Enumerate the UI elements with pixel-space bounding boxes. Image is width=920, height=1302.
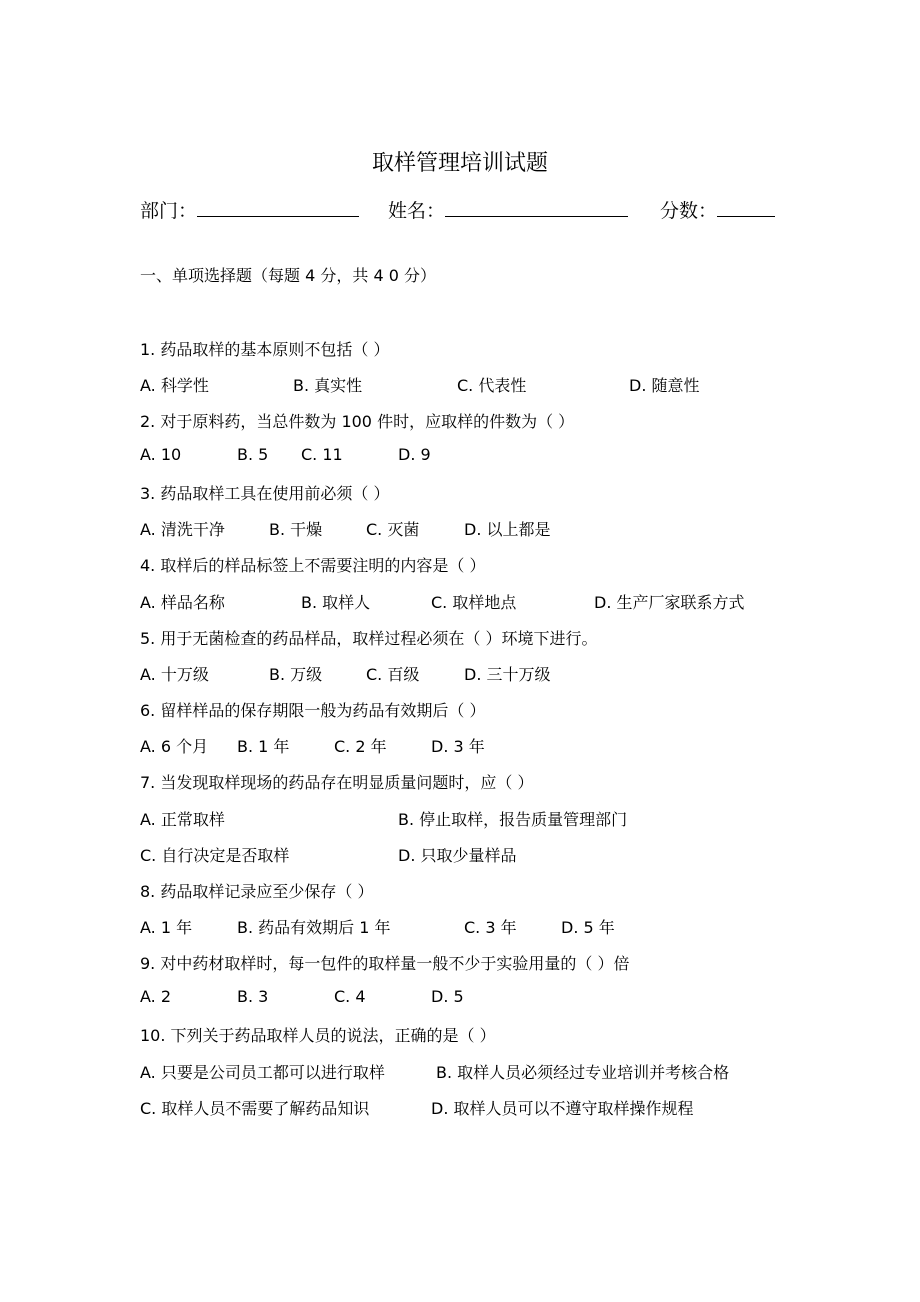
score-label: 分数： — [660, 200, 718, 222]
question-10: 10. 下列关于药品取样人员的说法，正确的是（ ） — [140, 1026, 496, 1045]
q8-option-a[interactable]: A. 1 年 — [140, 918, 193, 937]
q4-option-a[interactable]: A. 样品名称 — [140, 593, 225, 612]
page-title: 取样管理培训试题 — [371, 151, 548, 176]
q7-option-d[interactable]: D. 只取少量样品 — [398, 846, 517, 865]
q2-option-b[interactable]: B. 5 — [237, 445, 269, 464]
dept-blank[interactable] — [197, 198, 359, 217]
q5-option-a[interactable]: A. 十万级 — [140, 665, 209, 684]
q5-option-b[interactable]: B. 万级 — [269, 665, 323, 684]
dept-field — [140, 196, 359, 223]
q8-option-b[interactable]: B. 药品有效期后 1 年 — [237, 918, 391, 937]
q9-option-d[interactable]: D. 5 — [431, 987, 464, 1006]
name-blank[interactable] — [445, 198, 628, 217]
q2-option-d[interactable]: D. 9 — [398, 445, 431, 464]
score-blank[interactable] — [717, 198, 775, 217]
q4-option-c[interactable]: C. 取样地点 — [431, 593, 517, 612]
question-7: 7. 当发现取样现场的药品存在明显质量问题时，应（ ） — [140, 773, 534, 792]
q1-option-d[interactable]: D. 随意性 — [629, 376, 700, 395]
question-5: 5. 用于无菌检查的药品样品，取样过程必须在（ ）环境下进行。 — [140, 629, 598, 648]
q1-option-c[interactable]: C. 代表性 — [457, 376, 527, 395]
q7-option-b[interactable]: B. 停止取样，报告质量管理部门 — [398, 810, 628, 829]
q4-option-d[interactable]: D. 生产厂家联系方式 — [594, 593, 745, 612]
question-3: 3. 药品取样工具在使用前必须（ ） — [140, 484, 390, 503]
q9-option-a[interactable]: A. 2 — [140, 987, 172, 1006]
q10-option-c[interactable]: C. 取样人员不需要了解药品知识 — [140, 1099, 370, 1118]
section-heading: 一、单项选择题（每题 4 分，共 4 0 分） — [140, 266, 436, 285]
q4-option-b[interactable]: B. 取样人 — [301, 593, 371, 612]
score-field — [660, 196, 775, 223]
q1-option-a[interactable]: A. 科学性 — [140, 376, 209, 395]
q9-option-c[interactable]: C. 4 — [334, 987, 366, 1006]
question-6: 6. 留样样品的保存期限一般为药品有效期后（ ） — [140, 701, 486, 720]
question-1: 1. 药品取样的基本原则不包括（ ） — [140, 340, 390, 359]
q10-option-d[interactable]: D. 取样人员可以不遵守取样操作规程 — [431, 1099, 694, 1118]
q8-option-d[interactable]: D. 5 年 — [561, 918, 615, 937]
q6-option-b[interactable]: B. 1 年 — [237, 737, 290, 756]
q6-option-a[interactable]: A. 6 个月 — [140, 737, 209, 756]
question-8: 8. 药品取样记录应至少保存（ ） — [140, 882, 374, 901]
q3-option-d[interactable]: D. 以上都是 — [464, 520, 551, 539]
q5-option-c[interactable]: C. 百级 — [366, 665, 420, 684]
q5-option-d[interactable]: D. 三十万级 — [464, 665, 551, 684]
q9-option-b[interactable]: B. 3 — [237, 987, 269, 1006]
question-9: 9. 对中药材取样时，每一包件的取样量一般不少于实验用量的（ ）倍 — [140, 954, 630, 973]
name-label: 姓名： — [388, 200, 446, 222]
q6-option-d[interactable]: D. 3 年 — [431, 737, 485, 756]
q2-option-c[interactable]: C. 11 — [301, 445, 343, 464]
question-4: 4. 取样后的样品标签上不需要注明的内容是（ ） — [140, 556, 486, 575]
q10-option-a[interactable]: A. 只要是公司员工都可以进行取样 — [140, 1063, 385, 1082]
q2-option-a[interactable]: A. 10 — [140, 445, 182, 464]
q3-option-c[interactable]: C. 灭菌 — [366, 520, 420, 539]
name-field — [388, 196, 628, 223]
q3-option-b[interactable]: B. 干燥 — [269, 520, 323, 539]
dept-label: 部门： — [140, 200, 198, 222]
q3-option-a[interactable]: A. 清洗干净 — [140, 520, 225, 539]
question-2: 2. 对于原料药，当总件数为 100 件时，应取样的件数为（ ） — [140, 412, 575, 431]
q7-option-c[interactable]: C. 自行决定是否取样 — [140, 846, 290, 865]
q8-option-c[interactable]: C. 3 年 — [464, 918, 517, 937]
q1-option-b[interactable]: B. 真实性 — [293, 376, 363, 395]
q7-option-a[interactable]: A. 正常取样 — [140, 810, 225, 829]
q10-option-b[interactable]: B. 取样人员必须经过专业培训并考核合格 — [436, 1063, 730, 1082]
q6-option-c[interactable]: C. 2 年 — [334, 737, 387, 756]
